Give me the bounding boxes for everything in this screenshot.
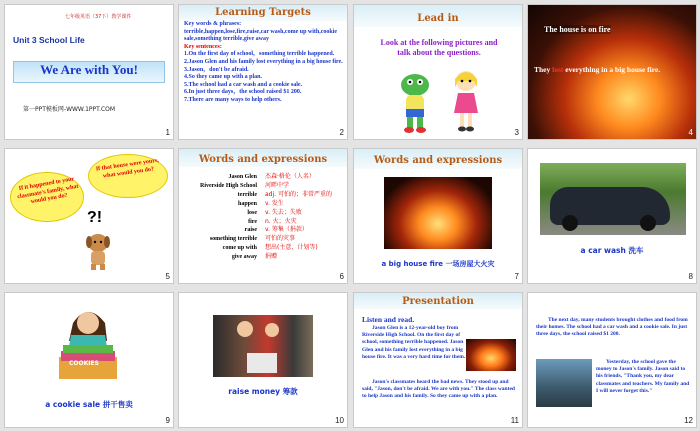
slide1-header-text: 七年级英语（37下）教学课件 [65,14,132,20]
word-en: fire [248,218,257,225]
word-zh: 想出(主意，计划等) [265,244,318,252]
question-marks: ?! [87,209,103,226]
slide-thumbnail-10[interactable] [179,293,347,427]
car-wash-photo [536,359,592,407]
slide2-sentence: 3.Jason，don't be afraid. [184,66,249,73]
slide1-unit: Unit 3 School Life [13,35,85,45]
word-en: lose [247,209,257,216]
slide-number: 8 [688,272,693,281]
slide7-title: Words and expressions [373,155,503,166]
word-zh: adj. 可怕的；非常严重的 [265,190,332,198]
slide-thumbnail-8[interactable] [528,149,696,283]
slide-number: 4 [688,128,693,137]
word-row [179,235,347,244]
slide-thumbnail-3[interactable] [354,5,522,139]
cartoon-dinosaur-figure [392,69,438,133]
child-figure [237,321,253,337]
word-en: Jason Glen [228,174,257,180]
slide2-keywords-block [184,21,344,105]
house-fire-photo [384,177,492,249]
word-zh: v. 发生 [265,199,284,207]
word-row [179,191,347,200]
slide11-title: Presentation [402,296,474,307]
slide-number: 6 [339,272,344,281]
slide12-paragraph2: Yesterday, the school gave the money to Jason's family. Jason said to his friends, "Thank you, my dear classmates and teachers. My family and I will never forget this." [596,359,690,394]
slide-number: 3 [514,128,519,137]
slide-thumbnail-7[interactable] [354,149,522,283]
caption-part: everything in a big house fire. [563,65,661,74]
word-en: terrible [237,191,257,198]
word-row [179,253,347,262]
cartoon-girl-figure [446,67,486,133]
slide7-caption: a big house fire 一场房屋大火灾 [381,260,495,268]
car-wheel [640,215,656,231]
slide12-paragraph1: The next day, many students brought clothes and food from their homes. The school had a car wash and a cookie sale. In just three days, the school raised $1 200. [536,317,688,338]
word-zh: 可怕的灾事 [265,235,296,243]
caption-part: They [534,65,553,74]
slide2-ks-head: Key sentences: [184,43,222,50]
slide2-sentence: 7.There are many ways to help others. [184,96,282,103]
slide4-caption2 [534,65,660,74]
slide1-footer: 第一PPT模板网-WWW.1PPT.COM [23,106,116,113]
bubble-left-text: If it happened to your classmate's family, what would you do? [16,176,79,206]
word-row [179,226,347,235]
cookie-box-label: COOKIES [69,360,99,367]
word-zh: 捐赠 [265,253,278,261]
slide-thumbnail-1[interactable] [5,5,173,139]
slide3-title: Lead in [417,13,459,24]
car-wheel [562,215,578,231]
word-row [179,209,347,218]
donation-box [247,353,277,373]
word-row [179,173,347,182]
slide2-sentence: 2.Jason Glen and his family lost everything in a big house fire. [184,58,343,65]
word-row [179,182,347,191]
slide-thumbnail-5[interactable] [5,149,173,283]
slide2-sentence: 6.In just three days，the school raised $1 200. [184,89,302,96]
word-en: Riverside High School [199,182,257,189]
slide-number: 1 [165,128,170,137]
cartoon-dog-figure [83,231,113,271]
slide11-paragraph1: Jason Glen is a 12-year-old boy from Riverside High School. On the first day of school, something terrible happened. Jason Glen and his family lost everything in a big house fire. It was a very hard time for them. [362,325,466,360]
slide10-caption: raise money 筹款 [228,387,298,396]
slide-number: 7 [514,272,519,281]
caption-lost: lost [552,65,564,74]
word-en: happen [237,200,257,207]
slide2-sentence: 5.The school had a car wash and a cookie sale. [184,81,303,88]
slide2-sentence: 4.So they came up with a plan. [184,74,263,81]
slide2-kw-body: terrible,happen,lose,fire,raise,car wash,come up with,cookie sale,something terrible,give away [184,28,338,43]
slide11-subtitle: Listen and read. [362,315,415,324]
word-row [179,200,347,209]
raise-money-photo [213,315,313,377]
slide-number: 9 [165,416,170,425]
girl-with-cookies-photo [53,301,123,389]
slide-number: 5 [165,272,170,281]
word-en: come up with [222,245,257,252]
word-zh: v. 失去；失败 [265,208,302,216]
slide-thumbnail-9[interactable] [5,293,173,427]
word-row [179,244,347,253]
slide2-sentence: 1.On the first day of school，something terrible happened. [184,51,335,58]
word-en: give away [231,254,257,261]
slide9-caption: a cookie sale 拼干售卖 [45,400,133,409]
word-zh: n. 火；火灾 [265,217,297,225]
child-figure [265,323,279,337]
car-wash-photo [540,163,686,235]
bubble-right-text: If that house were yours, what would you do? [95,157,160,180]
word-row [179,218,347,227]
word-en: raise [244,227,257,234]
slide-thumbnail-11[interactable] [354,293,522,427]
word-zh: 河畔中学 [265,181,290,189]
house-fire-photo [466,339,516,371]
word-list [179,173,347,262]
slide1-title: We Are with You! [40,62,138,77]
slide8-caption: a car wash 洗车 [580,246,644,255]
slide-thumbnail-2[interactable] [179,5,347,139]
slide-number: 12 [684,416,693,425]
slide-number: 2 [339,128,344,137]
word-zh: 杰森·格伦（人名） [265,173,315,180]
slide2-kw-head: Key words & phrases: [184,21,242,27]
slide-thumbnail-4[interactable] [528,5,696,139]
slide3-prompt: Look at the following pictures and talk about the questions. [380,38,498,57]
word-zh: v. 筹集（捐款） [265,226,308,234]
word-en: something terrible [209,236,257,243]
slide-number: 11 [510,416,519,425]
slide11-paragraph2: Jason's classmates heard the bad news. They stood up and said, "Jason, don't be afraid. We are with you." The class wanted to help Jason and his family. So they came up with a plan. [362,379,515,400]
slide4-caption1: The house is on fire [544,25,611,34]
slide-thumbnail-6[interactable] [179,149,347,283]
slide-number: 10 [335,416,344,425]
slide-thumbnail-12[interactable] [528,293,696,427]
slide2-title: Learning Targets [215,7,311,18]
slide6-title: Words and expressions [198,154,328,165]
